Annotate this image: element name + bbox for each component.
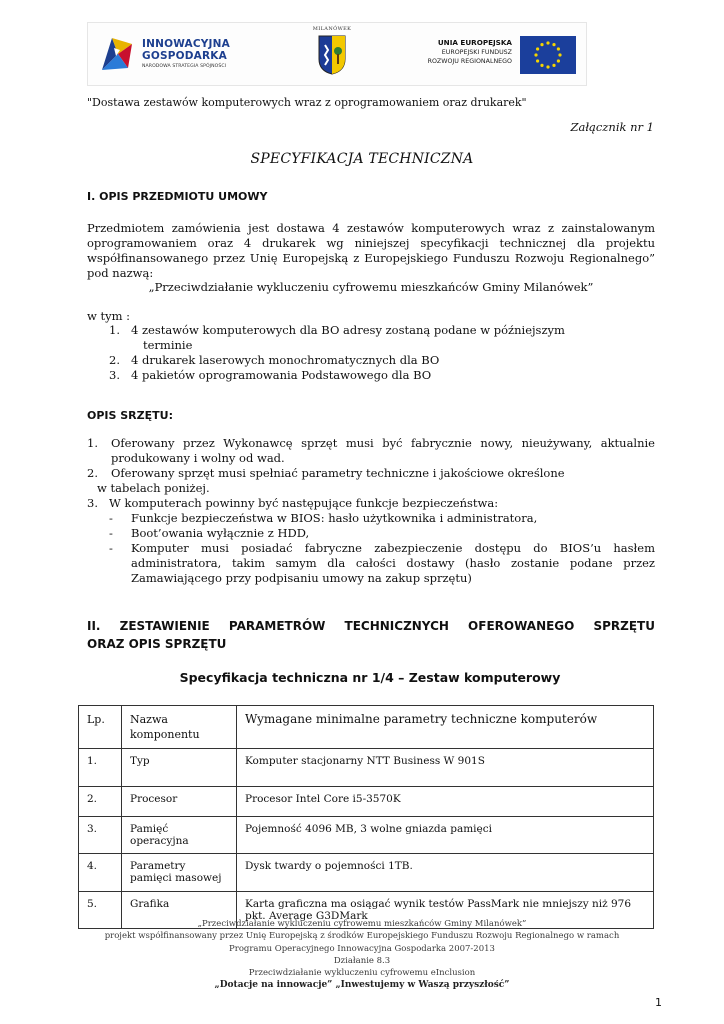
intro-line: współfinansowanego przez Unię Europejską z Europejskiego Funduszu Rozwoju Regionalnego” <box>87 251 655 265</box>
footer-line: Działanie 8.3 <box>333 955 391 966</box>
eu-logo <box>427 36 576 74</box>
bullet-dash: - <box>109 541 113 555</box>
security-text <box>131 526 655 541</box>
requirement-text <box>109 496 609 511</box>
hardware-heading: OPIS SRZĘTU: <box>87 409 173 422</box>
bullet-dash: - <box>109 511 113 525</box>
eu-text-unia: UNIA EUROPEJSKA <box>437 38 512 47</box>
list-item-number: 2. <box>109 353 120 367</box>
milanowek-name: MILANÓWEK <box>312 26 352 32</box>
footer-line: Programu Operacyjnego Innowacyjna Gospodarka 2007-2013 <box>229 943 495 954</box>
logo-text-gospodarka: GOSPODARKA <box>142 50 227 62</box>
logo-text-innowacyjna: INNOWACYJNA <box>142 38 230 50</box>
section-1-heading: I. OPIS PRZEDMIOTU UMOWY <box>87 190 268 203</box>
milanowek-coat-of-arms-icon <box>318 35 346 75</box>
eu-text-rozwoju: ROZWOJU REGIONALNEGO <box>427 58 512 65</box>
list-item <box>0 323 724 338</box>
cell-lp: 5. <box>79 892 122 929</box>
cell-name: Parametry pamięci masowej <box>122 854 237 892</box>
footer-line: Przeciwdziałanie wykluczeniu cyfrowemu eInclusion <box>248 968 476 979</box>
security-text <box>131 511 655 526</box>
cell-req: Procesor Intel Core i5-3570K <box>237 787 654 817</box>
requirement-text <box>111 436 655 466</box>
cell-lp: 1. <box>79 749 122 787</box>
requirement-number: 1. <box>87 436 98 450</box>
cell-lp: 3. <box>79 817 122 854</box>
footer-line: projekt współfinansowany przez Unię Europejską z środków Europejskiego Funduszu Rozwoju Regionalnego w ramach <box>104 931 620 942</box>
eu-text-fundusz: EUROPEJSKI FUNDUSZ <box>441 49 512 56</box>
spec-title: Specyfikacja techniczna nr 1/4 – Zestaw komputerowy <box>179 670 561 685</box>
section-2-heading <box>87 617 655 653</box>
project-name-quote: „Przeciwdziałanie wykluczeniu cyfrowemu mieszkańców Gminy Milanówek” <box>148 280 594 294</box>
col-header-lp: Lp. <box>79 706 122 749</box>
document-title: SPECYFIKACJA TECHNICZNA <box>250 151 474 167</box>
table-header-row <box>79 706 654 749</box>
footer-slogan: „Dotacje na innowacje” „Inwestujemy w Waszą przyszłość” <box>214 980 510 991</box>
list-item-text: 4 zestawów komputerowych dla BO adresy zostaną podane w późniejszym <box>131 323 565 337</box>
list-item <box>0 368 724 383</box>
footer-line: „Przeciwdziałanie wykluczeniu cyfrowemu mieszkańców Gminy Milanówek” <box>197 919 527 929</box>
list-item-number: 3. <box>109 368 120 382</box>
security-line: Zamawiającego przy podpisaniu umowy na zakup sprzętu) <box>131 571 472 585</box>
cell-req: Karta graficzna ma osiągać wynik testów PassMark nie mniejszy niż 976 pkt. Average G3DMark <box>237 892 654 929</box>
requirement-line: Oferowany sprzęt musi spełniać parametry techniczne i jakościowe określone <box>111 466 565 480</box>
security-line: administratora, takim samym dla całości dostawy (hasło zostanie podane przez <box>131 556 655 570</box>
requirement-line: w tabelach poniżej. <box>97 481 210 495</box>
cell-req: Pojemność 4096 MB, 3 wolne gniazda pamięci <box>237 817 654 854</box>
requirement-text <box>97 481 557 496</box>
list-item-text: 4 drukarek laserowych monochromatycznych dla BO <box>131 353 440 367</box>
cell-req: Komputer stacjonarny NTT Business W 901S <box>237 749 654 787</box>
requirement-line: Oferowany przez Wykonawcę sprzęt musi być fabrycznie nowy, nieużywany, aktualnie <box>111 436 655 450</box>
security-text <box>131 541 655 586</box>
col-header-name: Nazwa komponentu <box>122 706 237 749</box>
table-row <box>79 817 654 854</box>
section-2-heading-line: ORAZ OPIS SPRZĘTU <box>87 637 227 651</box>
intro-paragraph <box>87 221 655 281</box>
table-row <box>79 854 654 892</box>
innowacyjna-gospodarka-logo <box>98 32 288 76</box>
intro-line: oprogramowaniem oraz 4 drukarek wg niniejszej specyfikacji technicznej dla projektu <box>87 236 655 250</box>
section-2-heading-line: II. ZESTAWIENIE PARAMETRÓW TECHNICZNYCH OFEROWANEGO SPRZĘTU <box>87 619 655 633</box>
security-line: Komputer musi posiadać fabryczne zabezpieczenie dostępu do BIOS’u hasłem <box>131 541 655 555</box>
page-number: 1 <box>655 996 662 1009</box>
list-item-text: 4 pakietów oprogramowania Podstawowego dla BO <box>131 368 432 382</box>
eu-flag-icon <box>520 36 576 74</box>
list-item-continuation <box>0 338 724 353</box>
cell-lp: 4. <box>79 854 122 892</box>
requirement-number: 2. <box>87 466 98 480</box>
project-footer <box>0 918 724 992</box>
col-header-requirements: Wymagane minimalne parametry techniczne komputerów <box>237 706 654 749</box>
cell-name: Grafika <box>122 892 237 929</box>
annex-label: Załącznik nr 1 <box>570 120 654 134</box>
milanowek-logo <box>310 26 354 82</box>
intro-line: pod nazwą: <box>87 266 154 280</box>
list-item-number: 1. <box>109 323 120 337</box>
innowacyjna-gospodarka-icon <box>98 34 136 74</box>
security-line: Funkcje bezpieczeństwa w BIOS: hasło użytkownika i administratora, <box>131 511 538 525</box>
w-tym-label: w tym : <box>87 309 131 323</box>
table-row <box>79 749 654 787</box>
list-item <box>0 353 724 368</box>
cell-name: Pamięć operacyjna <box>122 817 237 854</box>
requirement-text <box>111 466 571 481</box>
cell-name: Procesor <box>122 787 237 817</box>
scope-list <box>0 323 724 383</box>
spec-table <box>78 705 654 929</box>
cell-req: Dysk twardy o pojemności 1TB. <box>237 854 654 892</box>
logo-tagline: NARODOWA STRATEGIA SPÓJNOŚCI <box>142 64 227 69</box>
logo-header <box>87 22 587 86</box>
intro-line: Przedmiotem zamówienia jest dostawa 4 zestawów komputerowych wraz z zainstalowanym <box>87 221 655 235</box>
procurement-subject: "Dostawa zestawów komputerowych wraz z oprogramowaniem oraz drukarek" <box>87 96 527 109</box>
cell-lp: 2. <box>79 787 122 817</box>
cell-name: Typ <box>122 749 237 787</box>
list-item-text: terminie <box>143 338 193 352</box>
bullet-dash: - <box>109 526 113 540</box>
requirement-number: 3. <box>87 496 98 510</box>
requirement-line: produkowany i wolny od wad. <box>111 451 285 465</box>
security-line: Boot’owania wyłącznie z HDD, <box>131 526 310 540</box>
requirement-line: W komputerach powinny być następujące funkcje bezpieczeństwa: <box>109 496 499 510</box>
table-row <box>79 787 654 817</box>
